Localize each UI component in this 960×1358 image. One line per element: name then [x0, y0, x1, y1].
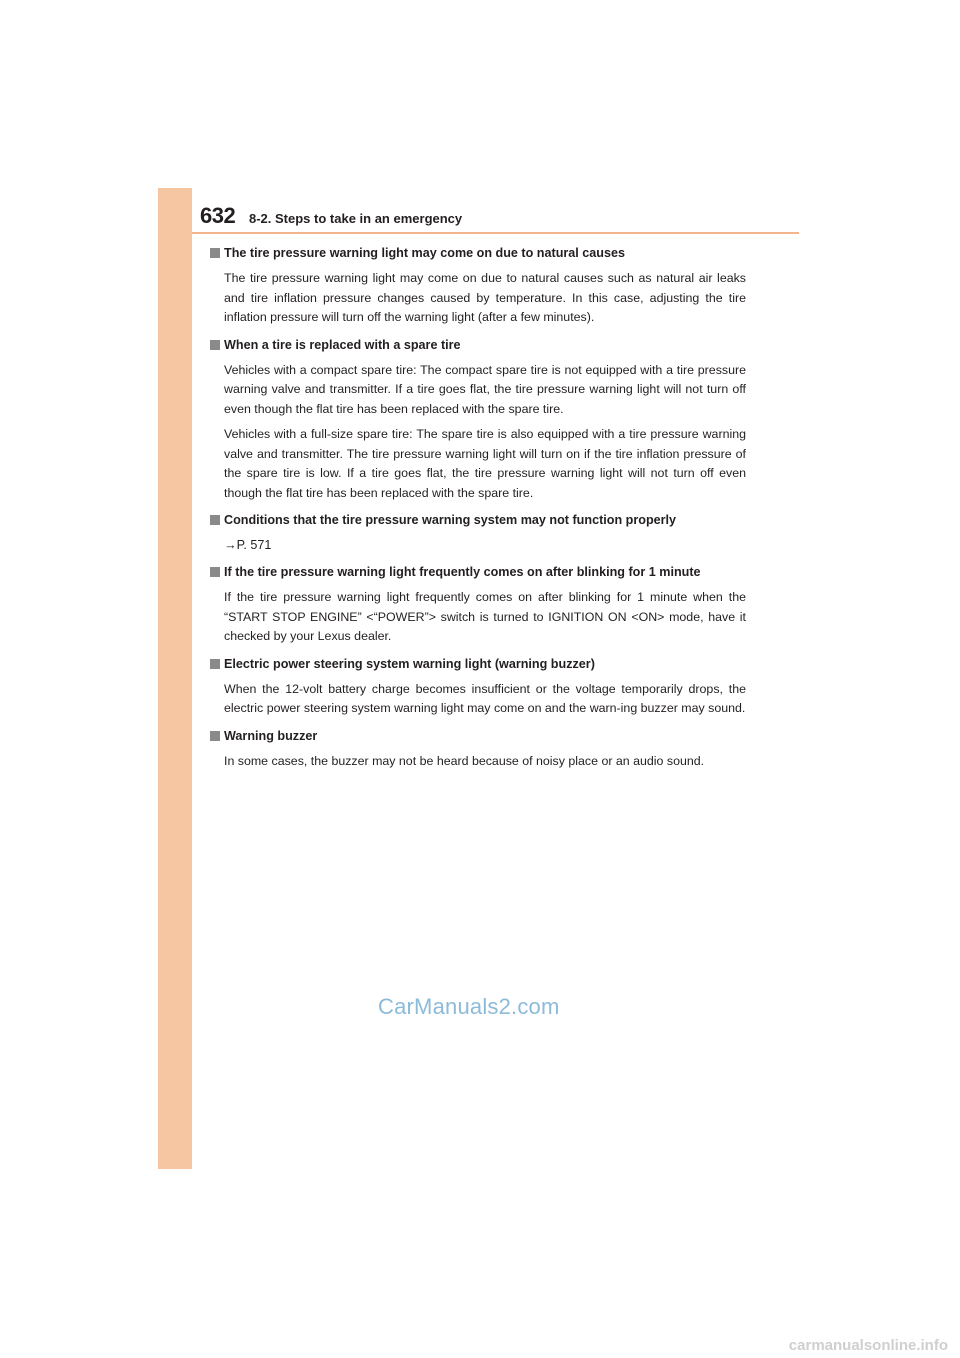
section-power-steering	[210, 655, 746, 719]
section-heading: When a tire is replaced with a spare tire	[210, 336, 746, 354]
square-bullet-icon	[210, 731, 220, 741]
section-heading: The tire pressure warning light may come on due to natural causes	[210, 244, 746, 262]
watermark-carmanuals2: CarManuals2.com	[378, 994, 560, 1019]
section-heading: Warning buzzer	[210, 727, 746, 745]
page-reference-link[interactable]: →P. 571	[224, 538, 272, 552]
section-conditions	[210, 511, 746, 555]
page-header	[200, 203, 800, 231]
paragraph: Vehicles with a compact spare tire: The compact spare tire is not equipped with a tire pressure warning valve and transmitter. If a tire goes flat, the tire pressure warning light will not turn off even though the flat tire has been replaced with the spare tire.	[224, 362, 746, 416]
section-heading: If the tire pressure warning light frequently comes on after blinking for 1 minute	[210, 563, 746, 581]
paragraph: When the 12-volt battery charge becomes insufficient or the voltage temporarily drops, the electric power steering system warning light may come on and the warn-ing buzzer may sound.	[224, 681, 746, 715]
section-natural-causes	[210, 244, 746, 328]
chapter-side-tab	[158, 188, 192, 1169]
section-heading: Electric power steering system warning light (warning buzzer)	[210, 655, 746, 673]
square-bullet-icon	[210, 567, 220, 577]
square-bullet-icon	[210, 659, 220, 669]
paragraph: The tire pressure warning light may come on due to natural causes such as natural air leaks and tire inflation pressure changes caused by temperature. In this case, adjusting the tire inflation pressure will turn off the warning light (after a few minutes).	[224, 271, 746, 324]
section-spare-tire	[210, 336, 746, 504]
square-bullet-icon	[210, 248, 220, 258]
section-warning-buzzer	[210, 727, 746, 772]
page-number: 632	[200, 203, 236, 228]
square-bullet-icon	[210, 340, 220, 350]
paragraph: In some cases, the buzzer may not be heard because of noisy place or an audio sound.	[224, 753, 705, 768]
paragraph: Vehicles with a full-size spare tire: The spare tire is also equipped with a tire pressure warning valve and transmitter. The tire pressure warning light will turn on if the tire inflation pressure of the spare tire is low. If a tire goes flat, the tire pressure warning light will not turn off even though the flat tire has been replaced with the spare tire.	[224, 427, 746, 500]
section-heading: Conditions that the tire pressure warning system may not function properly	[210, 511, 746, 529]
page-content	[210, 244, 746, 777]
square-bullet-icon	[210, 515, 220, 525]
section-title: 8-2. Steps to take in an emergency	[249, 211, 463, 226]
paragraph: If the tire pressure warning light frequently comes on after blinking for 1 minute when the “START STOP ENGINE” <“POWER”> switch is turned to IGNITION ON <ON> mode, have it checked by your Lexus dealer.	[224, 590, 746, 643]
section-frequently-comes-on	[210, 563, 746, 647]
watermark-footer: carmanualsonline.info	[788, 1337, 948, 1354]
header-rule	[192, 232, 799, 234]
